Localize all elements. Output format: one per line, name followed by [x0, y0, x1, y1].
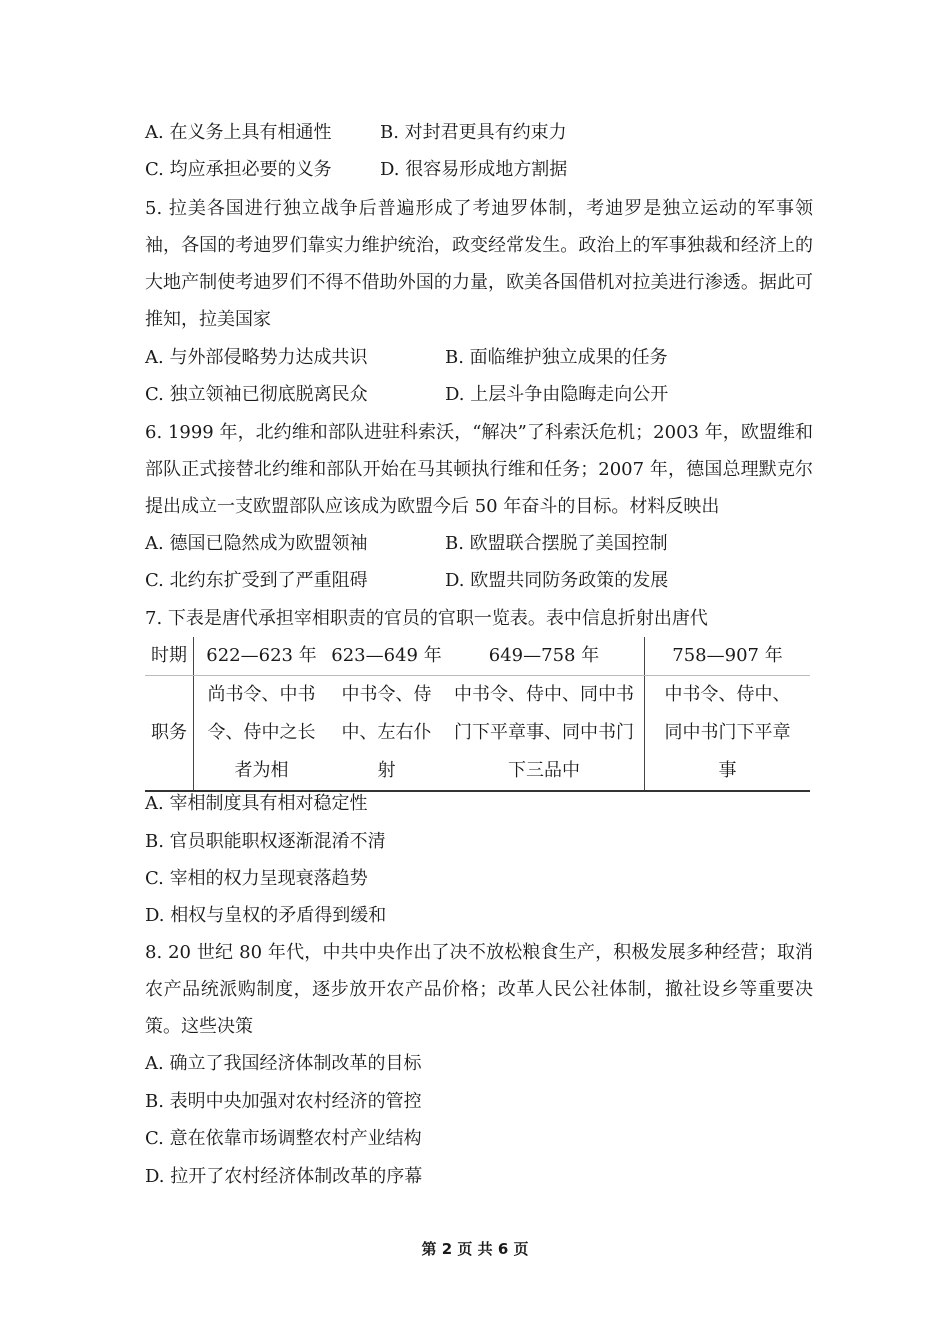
period-cell: 623—649 年 — [329, 637, 444, 676]
q4-option-c: C. 均应承担必要的义务 — [145, 159, 332, 180]
q6-stem: 6. 1999 年，北约维和部队进驻科索沃，“解决”了科索沃危机；2003 年，欧盟维和部队正式接替北约维和部队开始在马其顿执行维和任务；2007 年，德国总理默克尔提出成立一支欧盟部队应该成为欧盟今后 50 年奋斗的目标。材料反映出 — [145, 422, 813, 517]
row-label-period: 时期 — [145, 637, 194, 676]
q8-option-a: A. 确立了我国经济体制改革的目标 — [145, 1053, 422, 1074]
duty-cell: 中书令、侍中、同中书门下平章事 — [645, 676, 811, 792]
q6-option-b: B. 欧盟联合摆脱了美国控制 — [445, 533, 668, 554]
q4-option-d: D. 很容易形成地方割据 — [380, 159, 568, 180]
q8-option-c: C. 意在依靠市场调整农村产业结构 — [145, 1128, 422, 1149]
q7-option-b: B. 官员职能职权逐渐混淆不清 — [145, 831, 386, 852]
page-number: 第 2 页 共 6 页 — [421, 1240, 529, 1258]
q5-stem: 5. 拉美各国进行独立战争后普遍形成了考迪罗体制，考迪罗是独立运动的军事领袖，各国的考迪罗们靠实力维护统治，政变经常发生。政治上的军事独裁和经济上的大地产制使考迪罗们不得不借助外国的力量，欧美各国借机对拉美进行渗透。据此可推知，拉美国家 — [145, 198, 813, 330]
table-row — [145, 637, 810, 676]
period-cell: 758—907 年 — [645, 637, 811, 676]
q5-option-b: B. 面临维护独立成果的任务 — [445, 347, 668, 368]
q5-option-d: D. 上层斗争由隐晦走向公开 — [445, 384, 669, 405]
q7-stem: 7. 下表是唐代承担宰相职责的官员的官职一览表。表中信息折射出唐代 — [145, 608, 708, 629]
q7-option-d: D. 相权与皇权的矛盾得到缓和 — [145, 905, 387, 926]
row-label-duty: 职务 — [145, 676, 194, 792]
q8-stem: 8. 20 世纪 80 年代，中共中央作出了决不放松粮食生产，积极发展多种经营；取消农产品统派购制度，逐步放开农产品价格；改革人民公社体制，撤社设乡等重要决策。这些决策 — [145, 942, 813, 1037]
q4-option-b: B. 对封君更具有约束力 — [380, 122, 567, 143]
q8-option-d: D. 拉开了农村经济体制改革的序幕 — [145, 1166, 423, 1187]
q6-option-a: A. 德国已隐然成为欧盟领袖 — [145, 533, 368, 554]
table-row — [145, 676, 810, 792]
period-cell: 649—758 年 — [444, 637, 645, 676]
tang-chancellor-table — [145, 637, 810, 792]
duty-cell: 中书令、侍中、同中书门下平章事、同中书门下三品中 — [454, 684, 634, 781]
q6-option-d: D. 欧盟共同防务政策的发展 — [445, 570, 669, 591]
q5-option-c: C. 独立领袖已彻底脱离民众 — [145, 384, 368, 405]
duty-cell: 中书令、侍中、左右仆射 — [341, 684, 432, 781]
q7-option-c: C. 宰相的权力呈现衰落趋势 — [145, 868, 368, 889]
period-cell: 622—623 年 — [194, 637, 330, 676]
q8-option-b: B. 表明中央加强对农村经济的管控 — [145, 1091, 422, 1112]
q7-option-a: A. 宰相制度具有相对稳定性 — [145, 793, 368, 814]
q4-option-a: A. 在义务上具有相通性 — [145, 122, 332, 143]
q6-option-c: C. 北约东扩受到了严重阻碍 — [145, 570, 368, 591]
q5-option-a: A. 与外部侵略势力达成共识 — [145, 347, 368, 368]
duty-cell: 尚书令、中书令、侍中之长者为相 — [207, 684, 316, 781]
